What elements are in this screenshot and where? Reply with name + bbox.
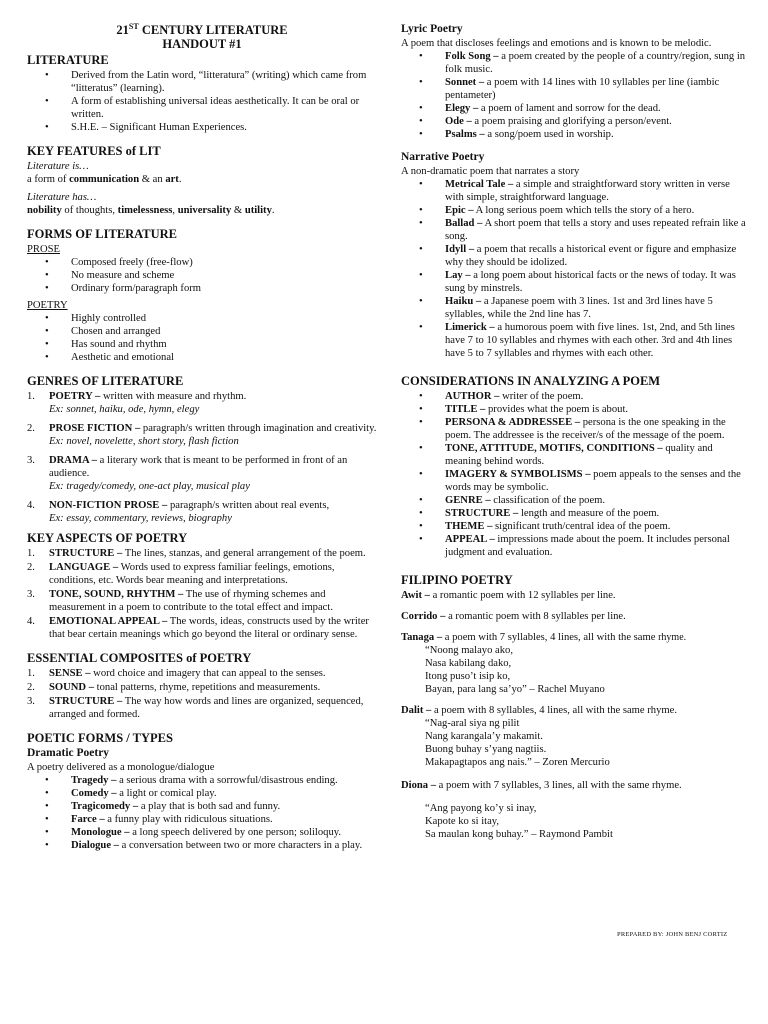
literature-has-text: nobility of thoughts, timelessness, universality & utility.	[27, 205, 275, 217]
left-column	[27, 20, 377, 852]
list-item: • Ode – a poem praising and glorifying a person/event.	[401, 115, 746, 128]
list-item: 2. LANGUAGE – Words used to express familiar feelings, emotions, conditions, etc. Words bear meaning and interpretations.	[27, 562, 335, 587]
list-item: 1. POETRY – written with measure and rhythm. Ex: sonnet, haiku, ode, hymn, elegy	[27, 391, 247, 416]
poem-line: Bayan, para lang sa’yo” – Rachel Muyano	[425, 684, 605, 695]
filipino-poetry-heading: FILIPINO POETRY	[401, 573, 513, 587]
poetry-label: POETRY	[27, 300, 68, 312]
list-item: • S.H.E. – Significant Human Experiences.	[27, 121, 377, 134]
list-item: • Tragicomedy – a play that is both sad and funny.	[27, 800, 377, 813]
considerations-list	[401, 390, 746, 559]
document-subtitle: HANDOUT #1	[162, 37, 242, 52]
composites-list	[27, 667, 377, 721]
list-item: • Comedy – a light or comical play.	[27, 787, 377, 800]
list-item: 3. STRUCTURE – The way how words and lines are organized, sequenced, arranged and formed.	[27, 696, 364, 721]
diona-poem	[401, 802, 746, 841]
list-item: 1. SENSE – word choice and imagery that can appeal to the senses.	[27, 668, 326, 680]
list-item: • Chosen and arranged	[27, 325, 377, 338]
list-item: • STRUCTURE – length and measure of the poem.	[401, 507, 746, 520]
list-item: • Idyll – a poem that recalls a historical event or figure and emphasize why they should be idolized.	[401, 243, 746, 269]
poetic-forms-heading: POETIC FORMS / TYPES	[27, 731, 173, 746]
dalit-poem	[401, 717, 746, 769]
document-title	[27, 20, 377, 37]
list-item: • TITLE – provides what the poem is about.	[401, 403, 746, 416]
poem-line: Sa maulan kong buhay.” – Raymond Pambit	[425, 829, 613, 840]
list-item: • Haiku – a Japanese poem with 3 lines. 1st and 3rd lines have 5 syllables, while the 2nd line has 7.	[401, 295, 746, 321]
genres-list	[27, 390, 377, 525]
list-item: 3. DRAMA – a literary work that is meant to be performed in front of an audience. Ex: tragedy/comedy, one-act play, musical play	[27, 455, 348, 493]
list-item: • Elegy – a poem of lament and sorrow for the dead.	[401, 102, 746, 115]
list-item: • TONE, ATTITUDE, MOTIFS, CONDITIONS – quality and meaning behind words.	[401, 442, 746, 468]
list-item: • Tragedy – a serious drama with a sorrowful/disastrous ending.	[27, 774, 377, 787]
considerations-heading: CONSIDERATIONS IN ANALYZING A POEM	[401, 374, 661, 388]
poem-line: “Nag-aral siya ng pilit	[425, 718, 520, 729]
list-item: • Sonnet – a poem with 14 lines with 10 syllables per line (iambic pentameter)	[401, 76, 746, 102]
key-aspects-list	[27, 547, 377, 641]
title-superscript: ST	[128, 22, 139, 31]
key-features-heading: KEY FEATURES of LIT	[27, 144, 161, 159]
poem-line: Kapote ko si itay,	[425, 816, 500, 827]
key-aspects-heading: KEY ASPECTS OF POETRY	[27, 531, 188, 546]
forms-heading: FORMS OF LITERATURE	[27, 227, 178, 242]
narrative-list	[401, 178, 746, 360]
narrative-poetry-desc: A non-dramatic poem that narrates a story	[401, 166, 580, 177]
list-item: • THEME – significant truth/central idea of the poem.	[401, 520, 746, 533]
dramatic-poetry-heading: Dramatic Poetry	[27, 747, 110, 760]
prose-label: PROSE	[27, 244, 60, 256]
poem-line: Nasa kabilang dako,	[425, 658, 512, 669]
list-item: • Has sound and rhythm	[27, 338, 377, 351]
literature-heading: LITERATURE	[27, 53, 109, 68]
list-item: • AUTHOR – writer of the poem.	[401, 390, 746, 403]
list-item: 2. PROSE FICTION – paragraph/s written through imagination and creativity. Ex: novel, novelette, short story, flash fiction	[27, 423, 377, 448]
poem-line: “Noong malayo ako,	[425, 645, 513, 656]
list-item: 4. NON-FICTION PROSE – paragraph/s written about real events, Ex: essay, commentary, reviews, biography	[27, 500, 330, 525]
tanaga-definition: Tanaga – a poem with 7 syllables, 4 lines, all with the same rhyme.	[401, 632, 687, 643]
list-item: • Lay – a long poem about historical facts or the news of today. It was sung by minstrels.	[401, 269, 746, 295]
literature-list	[27, 69, 377, 134]
genres-heading: GENRES OF LITERATURE	[27, 374, 184, 389]
narrative-poetry-heading: Narrative Poetry	[401, 151, 485, 163]
prose-list	[27, 256, 377, 295]
literature-is-text: a form of communication & an art.	[27, 174, 182, 186]
poem-line: “Ang payong ko’y si inay,	[425, 803, 537, 814]
title-text: CENTURY LITERATURE	[138, 23, 288, 38]
dalit-definition: Dalit – a poem with 8 syllables, 4 lines, all with the same rhyme.	[401, 705, 677, 716]
list-item: 3. TONE, SOUND, RHYTHM – The use of rhyming schemes and measurement in a poem to contribute to the total effect and impact.	[27, 589, 333, 614]
list-item: • Ballad – A short poem that tells a story and uses repeated refrain like a song.	[401, 217, 746, 243]
diona-definition: Diona – a poem with 7 syllables, 3 lines, all with the same rhyme.	[401, 780, 682, 791]
literature-is-label: Literature is…	[27, 161, 89, 173]
dramatic-poetry-desc: A poetry delivered as a monologue/dialogue	[27, 762, 215, 774]
dramatic-list	[27, 774, 377, 852]
list-item: • Farce – a funny play with ridiculous situations.	[27, 813, 377, 826]
list-item: • Folk Song – a poem created by the people of a country/region, sung in folk music.	[401, 50, 746, 76]
right-column	[401, 20, 746, 841]
poem-line: Itong puso’t isip ko,	[425, 671, 511, 682]
list-item: • IMAGERY & SYMBOLISMS – poem appeals to the senses and the words may be symbolic.	[401, 468, 746, 494]
list-item: • Psalms – a song/poem used in worship.	[401, 128, 746, 141]
title-number: 21	[116, 23, 129, 38]
list-item: • APPEAL – impressions made about the poem. It includes personal judgment and evaluation.	[401, 533, 746, 559]
poem-line: Makapagtapos ang nais.” – Zoren Mercurio	[425, 757, 610, 768]
poem-line: Nang karangala’y makamit.	[425, 731, 543, 742]
awit-definition: Awit – a romantic poem with 12 syllables per line.	[401, 590, 616, 601]
literature-has-label: Literature has…	[27, 192, 97, 204]
list-item: • Composed freely (free-flow)	[27, 256, 377, 269]
list-item: • Derived from the Latin word, “litteratura” (writing) which came from “litteratus” (learning).	[27, 69, 377, 95]
list-item: 4. EMOTIONAL APPEAL – The words, ideas, constructs used by the writer that bear certain meanings which go beyond the literal or ordinary sense.	[27, 616, 369, 641]
list-item: • PERSONA & ADDRESSEE – persona is the one speaking in the poem. The addressee is the receiver/s of the message of the poem.	[401, 416, 746, 442]
list-item: • Epic – A long serious poem which tells the story of a hero.	[401, 204, 746, 217]
list-item: • Aesthetic and emotional	[27, 351, 377, 364]
poem-line: Buong buhay s’yang nagtiis.	[425, 744, 547, 755]
list-item: • Highly controlled	[27, 312, 377, 325]
composites-heading: ESSENTIAL COMPOSITES of POETRY	[27, 651, 252, 666]
list-item: • Limerick – a humorous poem with five lines. 1st, 2nd, and 5th lines have 7 to 10 syllables and rhymes with each other. 3rd and 4th lines have 5 to 7 syllables and rhymes with each other.	[401, 321, 746, 360]
list-item: • Metrical Tale – a simple and straightforward story written in verse with simple, straightforward language.	[401, 178, 746, 204]
tanaga-poem	[401, 644, 746, 696]
poetry-list	[27, 312, 377, 364]
list-item: • Ordinary form/paragraph form	[27, 282, 377, 295]
prepared-by-credit: PREPARED BY: JOHN BENJ CORTIZ	[617, 931, 728, 938]
list-item: • No measure and scheme	[27, 269, 377, 282]
list-item: • A form of establishing universal ideas aesthetically. It can be oral or written.	[27, 95, 377, 121]
list-item: • Monologue – a long speech delivered by one person; soliloquy.	[27, 826, 377, 839]
corrido-definition: Corrido – a romantic poem with 8 syllables per line.	[401, 611, 626, 622]
list-item: • Dialogue – a conversation between two or more characters in a play.	[27, 839, 377, 852]
list-item: 1. STRUCTURE – The lines, stanzas, and general arrangement of the poem.	[27, 548, 366, 560]
list-item: 2. SOUND – tonal patterns, rhyme, repetitions and measurements.	[27, 682, 321, 694]
lyric-poetry-desc: A poem that discloses feelings and emotions and is known to be melodic.	[401, 38, 712, 49]
list-item: • GENRE – classification of the poem.	[401, 494, 746, 507]
lyric-list	[401, 50, 746, 141]
lyric-poetry-heading: Lyric Poetry	[401, 23, 463, 35]
